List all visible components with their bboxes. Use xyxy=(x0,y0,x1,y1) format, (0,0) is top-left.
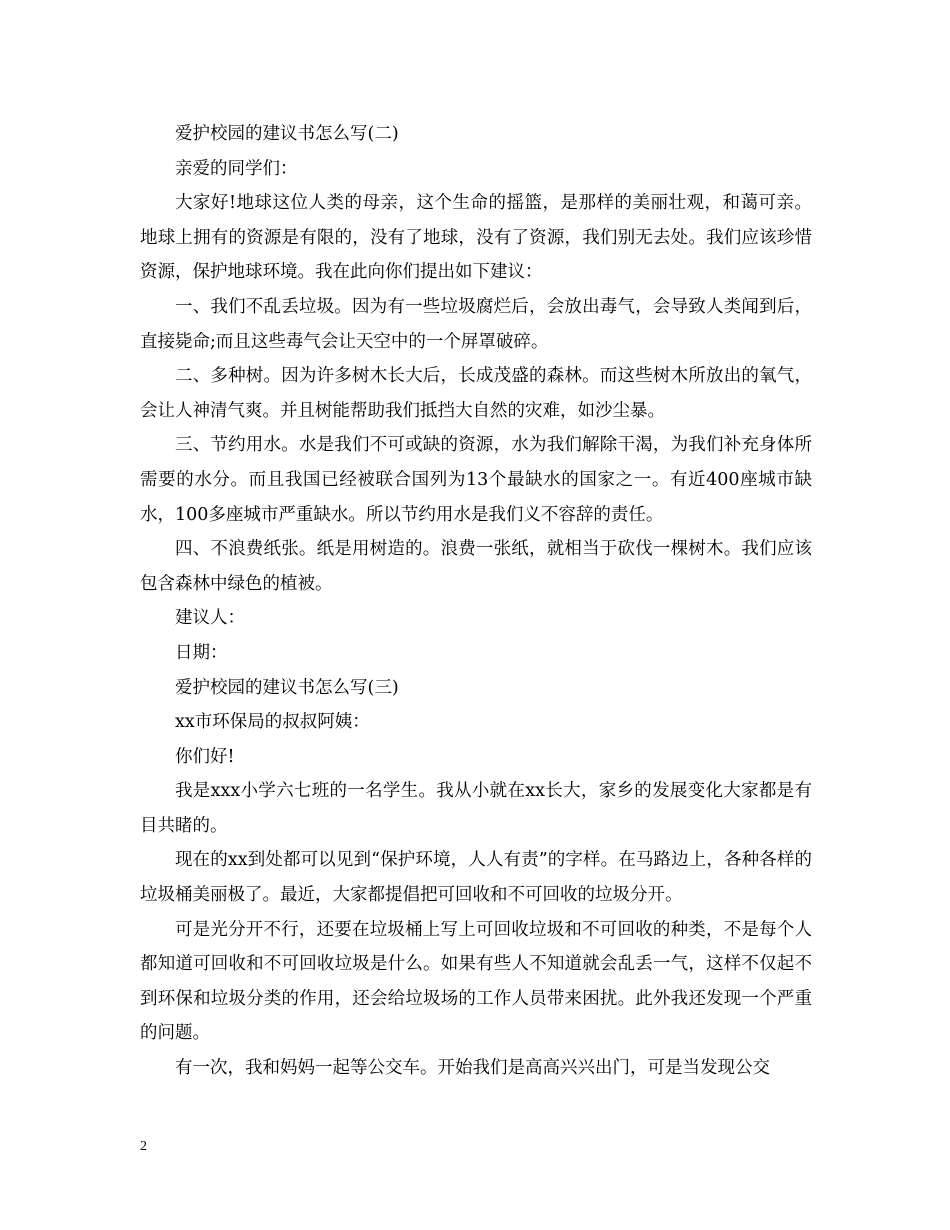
suggestion-item: 三、节约用水。水是我们不可或缺的资源，水为我们解除干渴，为我们补充身体所需要的水分。而且我国已经被联合国列为13个最缺水的国家之一。有近400座城市缺水，100多座城市严重缺水。所以节约用水是我们义不容辞的责任。 xyxy=(140,435,812,525)
salutation: 亲爱的同学们： xyxy=(175,158,298,179)
suggestion-item: 一、我们不乱丢垃圾。因为有一些垃圾腐烂后，会放出毒气，会导致人类闻到后，直接毙命;而且这些毒气会让天空中的一个屏罩破碎。 xyxy=(140,296,812,352)
suggestion-item: 四、不浪费纸张。纸是用树造的。浪费一张纸，就相当于砍伐一棵树木。我们应该包含森林中绿色的植被。 xyxy=(140,539,812,594)
date-line: 日期： xyxy=(175,642,228,663)
greeting: 你们好! xyxy=(175,746,235,767)
body-paragraph: 我是xxx小学六七班的一名学生。我从小就在xx长大，家乡的发展变化大家都是有目共睹的。 xyxy=(140,781,812,836)
page-number: 2 xyxy=(140,1139,147,1154)
body-paragraph: 可是光分开不行，还要在垃圾桶上写上可回收垃圾和不可回收的种类，不是每个人都知道可回收和不可回收垃圾是什么。如果有些人不知道就会乱丢一气，这样不仅起不到环保和垃圾分类的作用，还会给垃圾场的工作人员带来困扰。此外我还发现一个严重的问题。 xyxy=(140,919,812,1044)
body-paragraph: 大家好!地球这位人类的母亲，这个生命的摇篮，是那样的美丽壮观，和蔼可亲。地球上拥有的资源是有限的，没有了地球，没有了资源，我们别无去处。我们应该珍惜资源，保护地球环境。我在此向你们提出如下建议： xyxy=(140,193,812,283)
signature-line: 建议人： xyxy=(175,608,245,629)
suggestion-item: 二、多种树。因为许多树木长大后，长成茂盛的森林。而这些树木所放出的氧气，会让人神清气爽。并且树能帮助我们抵挡大自然的灾难，如沙尘暴。 xyxy=(140,366,812,421)
section-heading: 爱护校园的建议书怎么写(二) xyxy=(175,124,399,144)
document-body xyxy=(140,117,812,1086)
section-heading: 爱护校园的建议书怎么写(三) xyxy=(175,677,399,698)
salutation: xx市环保局的叔叔阿姨： xyxy=(175,712,370,733)
body-paragraph: 有一次，我和妈妈一起等公交车。开始我们是高高兴兴出门，可是当发现公交 xyxy=(175,1058,770,1079)
body-paragraph: 现在的xx到处都可以见到“保护环境，人人有责”的字样。在马路边上，各种各样的垃圾桶美丽极了。最近，大家都提倡把可回收和不可回收的垃圾分开。 xyxy=(140,850,812,906)
